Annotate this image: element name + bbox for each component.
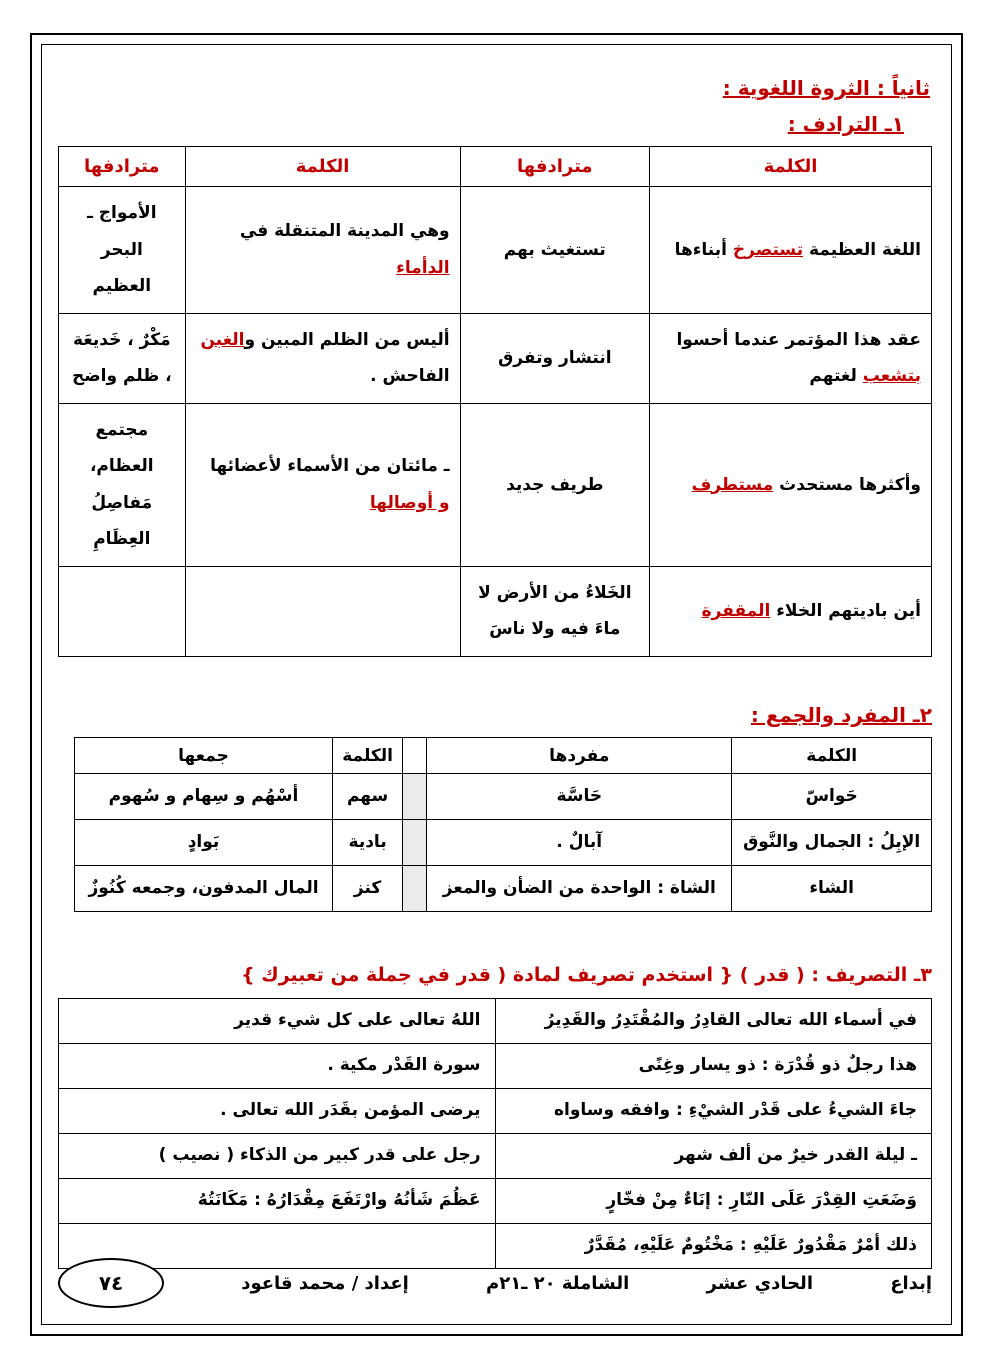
text-segment: اللهُ تعالى على كل شيء قدير: [234, 1010, 481, 1031]
column-header: [403, 738, 427, 774]
table-row: [59, 1134, 932, 1179]
text-segment: ـ مائتان من الأسماء لأعضائها: [210, 456, 450, 477]
table-cell: [495, 999, 932, 1044]
text-segment: الإبِلُ : الجمال والنَّوق: [743, 831, 921, 852]
text-segment: الشاة : الواحدة من الضأن والمعز: [442, 877, 716, 898]
table-cell: [427, 820, 732, 866]
table-cell: [59, 999, 496, 1044]
footer-author: إعداد / محمد قاعود: [241, 1272, 409, 1294]
highlighted-term: بتشعب: [862, 366, 921, 387]
text-segment: مجتمع العظام، مَفاصِلُ العِظَامِ: [89, 419, 154, 550]
table-cell: [650, 403, 932, 566]
footer-grade: الحادي عشر: [706, 1272, 813, 1294]
text-segment: أين باديتهم الخلاء: [770, 601, 921, 622]
table-cell: [650, 187, 932, 314]
table-cell: [59, 566, 186, 656]
text-segment: عَظُمَ شَأنُهُ وارْتَفَعَ مِقْدَارُهُ : مَكَانَتُهُ: [197, 1190, 481, 1211]
text-segment: لغتهم: [809, 366, 863, 387]
table-row: [59, 566, 932, 656]
column-header: الكلمة: [732, 738, 932, 774]
footer-brand: إبداع: [890, 1272, 932, 1294]
table-cell: [427, 866, 732, 912]
text-segment: بادية: [348, 831, 387, 852]
text-segment: أسْهُم و سِهام و سُهوم: [108, 785, 299, 806]
synonyms-table-body: [59, 187, 932, 657]
table-cell: [732, 866, 932, 912]
highlighted-term: الدأماء: [396, 257, 450, 278]
table-cell: [650, 313, 932, 403]
highlighted-term: مستطرف: [691, 474, 774, 495]
text-segment: الخَلاءُ من الأرض لا ماءَ فيه ولا ناسَ: [478, 582, 632, 640]
text-segment: حَواسّ: [805, 785, 858, 806]
text-segment: يرضى المؤمن بقَدَر الله تعالى .: [220, 1100, 481, 1121]
table-row: [75, 866, 932, 912]
text-segment: كنز: [353, 877, 382, 898]
column-header: الكلمة: [650, 147, 932, 187]
singular-plural-table: [74, 737, 932, 912]
morphology-table-body: [59, 999, 932, 1269]
table-cell: [495, 1134, 932, 1179]
table-row: [59, 313, 932, 403]
synonyms-table: [58, 146, 932, 657]
table-cell: [59, 313, 186, 403]
table-row: [59, 1179, 932, 1224]
table-cell: [460, 403, 649, 566]
text-segment: سهم: [346, 785, 389, 806]
text-segment: الشاء: [809, 877, 854, 898]
table-cell: [332, 866, 402, 912]
section-title-morphology: ٣ـ التصريف : ( قدر ) { استخدم تصريف لمادة ( قدر في جملة من تعبيرك }: [241, 964, 932, 987]
table-cell: [75, 820, 333, 866]
highlighted-term: المقفرة: [701, 601, 771, 622]
table-cell: [427, 774, 732, 820]
header-row: [59, 147, 932, 187]
table-cell: [59, 1134, 496, 1179]
table-cell: [495, 1044, 932, 1089]
column-header: مترادفها: [460, 147, 649, 187]
table-cell: [59, 1089, 496, 1134]
section-title-synonyms: ١ـ الترادف :: [787, 112, 904, 136]
text-segment: آبالٌ .: [556, 831, 603, 852]
text-segment: وهي المدينة المتنقلة في: [239, 221, 450, 242]
table-cell: [460, 313, 649, 403]
text-segment: الأمواج ـ البحر العظيم: [87, 203, 157, 297]
column-header: الكلمة: [185, 147, 460, 187]
table-cell: [495, 1089, 932, 1134]
text-segment: الفاحش .: [370, 366, 450, 387]
table-cell: [185, 313, 460, 403]
table-cell: [185, 187, 460, 314]
synonyms-table-head: [59, 147, 932, 187]
table-row: [59, 1089, 932, 1134]
text-segment: المال المدفون، وجمعه كُنُوزٌ: [88, 877, 319, 898]
column-header: الكلمة: [332, 738, 402, 774]
page-number: ٧٤: [98, 1271, 124, 1295]
table-row: [59, 999, 932, 1044]
table-cell: [332, 774, 402, 820]
text-segment: اللغة العظيمة: [803, 239, 921, 260]
table-row: [75, 774, 932, 820]
column-header: مترادفها: [59, 147, 186, 187]
table-row: [75, 820, 932, 866]
table-cell: [495, 1179, 932, 1224]
table-cell: [732, 820, 932, 866]
text-segment: تستغيث بهم: [503, 239, 606, 260]
singular-plural-table-body: [75, 774, 932, 912]
text-segment: حَاسَّة: [556, 785, 603, 806]
text-segment: رجل على قدر كبير من الذكاء ( نصيب ): [158, 1145, 481, 1166]
table-cell: [59, 187, 186, 314]
text-segment: عقد هذا المؤتمر عندما أحسوا: [676, 329, 921, 350]
text-segment: أبناءها: [674, 239, 733, 260]
table-cell: [59, 1179, 496, 1224]
table-cell: [460, 566, 649, 656]
text-segment: أليس من الظلم المبين و: [244, 329, 450, 350]
text-segment: هذا رجلٌ ذو قُدْرَة : ذو يسار وغِنًى: [638, 1055, 917, 1076]
column-header: جمعها: [75, 738, 333, 774]
table-cell: [185, 566, 460, 656]
table-cell: [650, 566, 932, 656]
table-row: [59, 403, 932, 566]
text-segment: وأكثرها مستحدث: [773, 474, 921, 495]
table-cell: [185, 403, 460, 566]
text-segment: انتشار وتفرق: [498, 347, 612, 368]
table-cell: [59, 1044, 496, 1089]
highlighted-term: و أوصالها: [369, 492, 450, 513]
text-segment: جاءَ الشيءُ على قَدْر الشيْءِ : وافقه وساواه: [553, 1100, 917, 1121]
page-title: ثانياً : الثروة اللغوية :: [722, 76, 930, 100]
text-segment: ذلك أمْرٌ مَقْدُورٌ عَلَيْهِ : مَخْتُومٌ عَلَيْهِ، مُقَدَّرٌ: [584, 1235, 917, 1256]
text-segment: بَوادٍ: [187, 831, 220, 852]
text-segment: وَضَعَتِ القِدْرَ عَلَى النّارِ : إنَاءٌ مِنْ فخّارٍ: [606, 1190, 917, 1211]
table-row: [59, 1044, 932, 1089]
header-row: [75, 738, 932, 774]
page-content: [58, 68, 932, 1269]
text-segment: طريف جديد: [506, 474, 604, 495]
table-cell: [403, 774, 427, 820]
footer-series: الشاملة ٢٠ ـ٢١م: [486, 1272, 630, 1294]
table-cell: [403, 866, 427, 912]
table-cell: [460, 187, 649, 314]
table-cell: [732, 774, 932, 820]
text-segment: مَكْرٌ ، خَديعَة ، ظلم واضح: [71, 329, 172, 387]
highlighted-term: تستصرخ: [732, 239, 804, 260]
column-header: مفردها: [427, 738, 732, 774]
text-segment: سورة القَدْر مكية .: [327, 1055, 481, 1076]
table-row: [59, 187, 932, 314]
morphology-table: [58, 998, 932, 1269]
page-footer: [58, 1258, 932, 1308]
text-segment: في أسماء الله تعالى القادِرُ والمُقْتَدِرُ والقَدِيرُ: [544, 1010, 917, 1031]
singular-plural-table-head: [75, 738, 932, 774]
table-cell: [75, 866, 333, 912]
table-cell: [403, 820, 427, 866]
section-title-singular-plural: ٢ـ المفرد والجمع :: [750, 703, 932, 728]
table-cell: [75, 774, 333, 820]
highlighted-term: الغبن: [200, 329, 245, 350]
page-number-badge: [58, 1258, 164, 1308]
table-cell: [332, 820, 402, 866]
table-cell: [59, 403, 186, 566]
text-segment: ـ ليلة القدر خيرٌ من ألف شهر: [674, 1145, 917, 1166]
